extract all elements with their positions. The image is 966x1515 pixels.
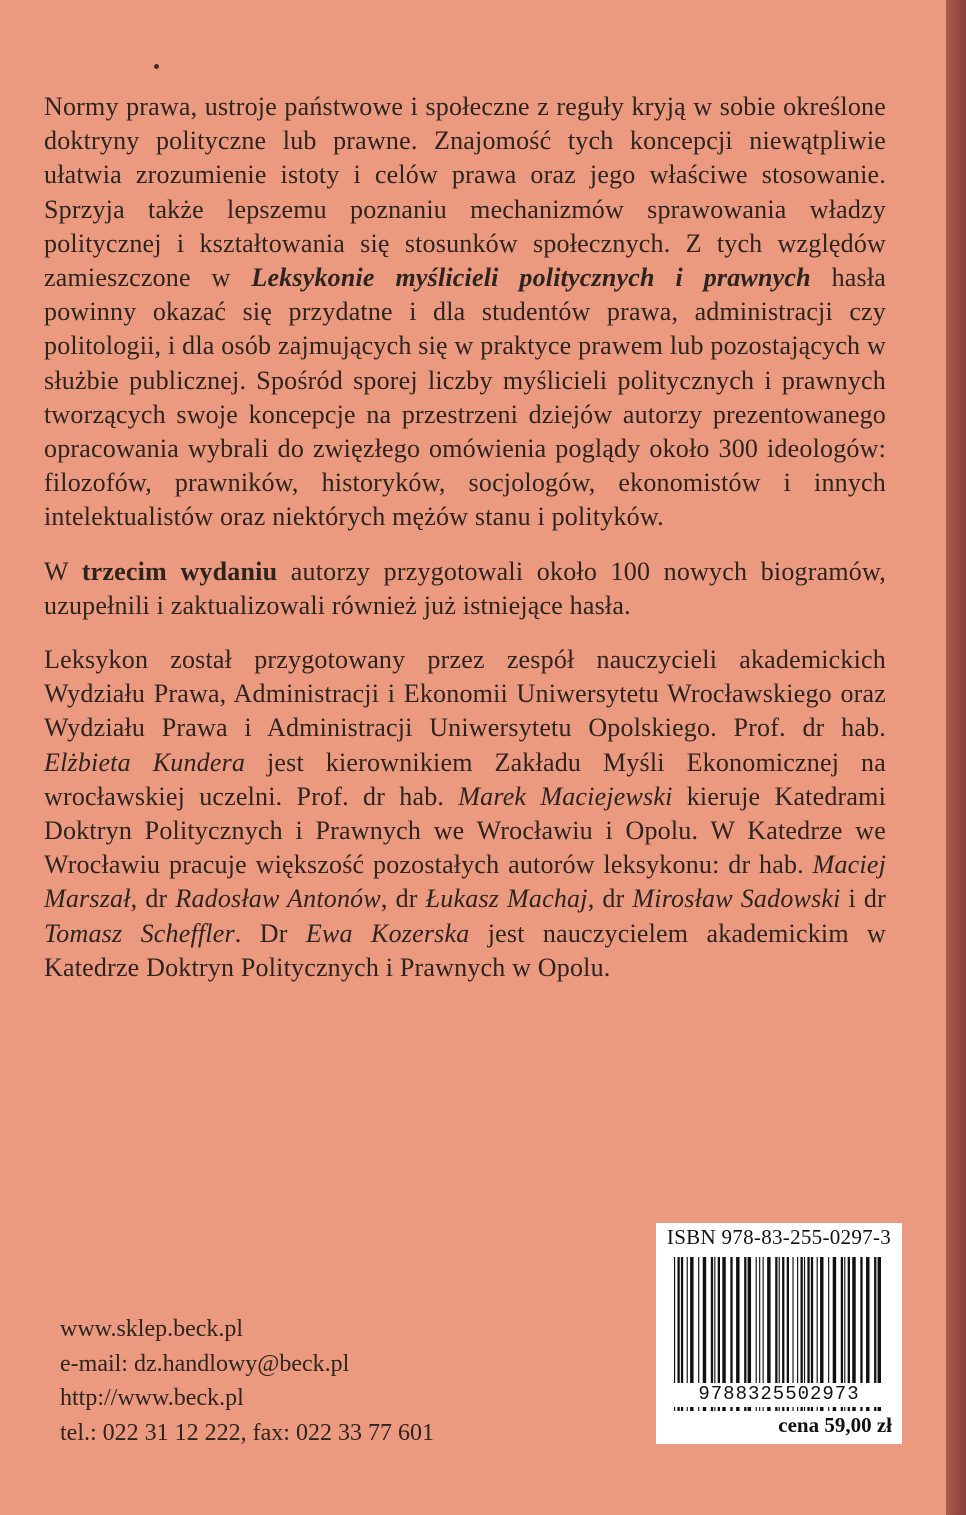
- author-name: Tomasz Scheffler: [44, 918, 235, 948]
- edition-mention: trzecim wydaniu: [81, 556, 278, 586]
- price: cena 59,00 zł: [778, 1413, 892, 1437]
- text-run: Normy prawa, ustroje państwowe i społeczne z reguły kryją w sobie określone doktryny polityczne lub prawne. Znajomość tych koncepcji niewątpliwie ułatwia zrozumienie istoty i celów prawa oraz jego właściwe stosowanie. Sprzyja także lepszemu poznaniu mechanizmów sprawowania władzy politycznej i kształtowania się stosunków społecznych. Z tych względów zamieszczone w: [44, 92, 886, 293]
- description-paragraph-1: [44, 90, 886, 535]
- author-name: Mirosław Sadowski: [632, 884, 841, 914]
- text-run: . Dr: [234, 918, 306, 948]
- barcode-digits: 9788325502973: [664, 1383, 894, 1407]
- text-run: kieruje Katedrami Doktryn Politycznych i Prawnych we Wrocławiu i Opolu. W Katedrze we Wrocławiu pracuje większość pozostałych autorów leksykonu: dr hab.: [44, 781, 886, 880]
- description-paragraph-2: [44, 555, 886, 623]
- author-name: Radosław Antonów: [175, 884, 381, 914]
- text-run: W: [44, 556, 82, 586]
- author-name: Łukasz Machaj: [425, 884, 588, 914]
- author-name: Ewa Kozerska: [305, 918, 470, 948]
- text-run: Leksykon został przygotowany przez zespół nauczycieli akademickich Wydziału Prawa, Administracji i Ekonomii Uniwersytetu Wrocławskiego oraz Wydziału Prawa i Administracji Uniwersytetu Opolskiego. Prof. dr hab.: [44, 645, 886, 743]
- text-run: hasła powinny okazać się przydatne i dla studentów prawa, administracji czy politologii, i dla osób zajmujących się w praktyce prawem lub pozostających w służbie publicznej. Spośród sporej liczby myślicieli politycznych i prawnych tworzących swoje koncepcje na przestrzeni dziejów autorzy prezentowanego opracowania wybrali do zwięzłego omówienia poglądy około 300 ideologów: filozofów, prawników, historyków, socjologów, ekonomistów i innych intelektualistów oraz niektórych mężów stanu i polityków.: [44, 263, 887, 532]
- website-link[interactable]: http://www.beck.pl: [60, 1385, 244, 1411]
- author-name: Marek Maciejewski: [458, 781, 673, 811]
- author-name: Maciej Marszał: [44, 850, 886, 914]
- book-description: [44, 90, 886, 985]
- text-run: i dr: [840, 884, 886, 914]
- barcode-label: [656, 1223, 902, 1444]
- text-run: , dr: [130, 884, 176, 914]
- email-link[interactable]: e-mail: dz.handlowy@beck.pl: [60, 1350, 350, 1377]
- text-run: jest kierownikiem Zakładu Myśli Ekonomicznej na wrocławskiej uczelni. Prof. dr hab.: [44, 747, 886, 811]
- text-run: , dr: [380, 884, 426, 914]
- description-paragraph-3: [44, 643, 886, 985]
- print-speck: [154, 64, 159, 69]
- publisher-contact: [60, 1312, 434, 1450]
- spine-edge: [946, 0, 966, 1515]
- book-title-mention: Leksykonie myślicieli politycznych i prawnych: [251, 263, 811, 293]
- phone-fax: tel.: 022 31 12 222, fax: 022 33 77 601: [60, 1419, 434, 1446]
- text-run: , dr: [587, 884, 633, 914]
- author-name: Elżbieta Kundera: [44, 747, 246, 777]
- text-run: autorzy przygotowali około 100 nowych biogramów, uzupełnili i zaktualizowali również już istniejące hasła.: [44, 556, 886, 620]
- isbn-number: ISBN 978-83-255-0297-3: [666, 1225, 892, 1249]
- shop-link[interactable]: www.sklep.beck.pl: [60, 1316, 244, 1342]
- text-run: jest nauczycielem akademickim w Katedrze Doktryn Politycznych i Prawnych w Opolu.: [44, 918, 887, 982]
